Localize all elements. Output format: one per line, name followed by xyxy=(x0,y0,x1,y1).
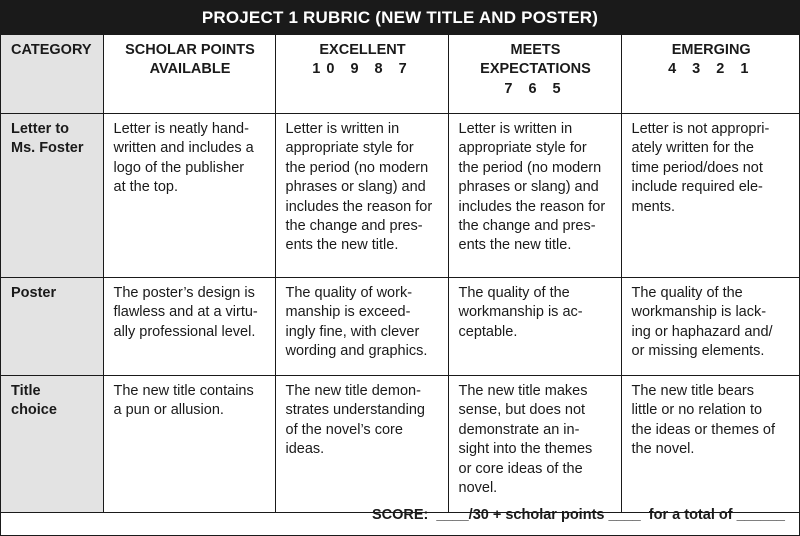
line: The new title makes xyxy=(458,383,588,399)
excellent-cell xyxy=(275,376,448,513)
line: include required ele- xyxy=(631,179,763,196)
line: The new title contains xyxy=(113,383,254,399)
line: choice xyxy=(11,402,57,419)
header-emerging-label: EMERGING xyxy=(671,42,751,58)
excellent-cell xyxy=(275,114,448,278)
line: ceptable. xyxy=(458,323,518,340)
line: logo of the publisher xyxy=(113,159,245,176)
line: a pun or allusion. xyxy=(113,402,224,419)
line: ing or haphazard and/ xyxy=(631,323,773,340)
table-row xyxy=(1,278,799,376)
line: time period/does not xyxy=(631,159,763,176)
header-meets-label: EXPECTATIONS xyxy=(480,61,591,78)
line: ately written for the xyxy=(631,140,754,157)
line: phrases or slang) and xyxy=(458,179,599,196)
line: includes the reason for xyxy=(458,198,606,215)
emerging-cell xyxy=(621,376,799,513)
line: Letter is not appropri- xyxy=(631,121,770,137)
line: the change and pres- xyxy=(285,218,423,235)
header-scholar-line: AVAILABLE xyxy=(149,61,231,78)
excellent-cell xyxy=(275,278,448,376)
header-category xyxy=(1,35,103,114)
line: The quality of work- xyxy=(285,285,413,301)
line: ments. xyxy=(631,198,676,215)
line: ents the new title. xyxy=(458,237,572,254)
emerging-cell xyxy=(621,278,799,376)
line: appropriate style for xyxy=(285,140,414,157)
line: at the top. xyxy=(113,179,178,196)
line: the change and pres- xyxy=(458,218,596,235)
line: ents the new title. xyxy=(285,237,399,254)
header-scholar xyxy=(103,35,275,114)
scholar-cell xyxy=(103,376,275,513)
line: the period (no modern xyxy=(458,159,602,176)
line: flawless and at a virtu- xyxy=(113,304,258,321)
scholar-cell xyxy=(103,114,275,278)
line: ally professional level. xyxy=(113,323,256,340)
header-excellent-label: EXCELLENT xyxy=(319,42,406,58)
line: The quality of the xyxy=(631,285,743,301)
header-scholar-line: SCHOLAR POINTS xyxy=(125,42,255,58)
line: The quality of the xyxy=(458,285,570,301)
score-line xyxy=(1,495,799,535)
line: phrases or slang) and xyxy=(285,179,426,196)
line: the period (no modern xyxy=(285,159,429,176)
meets-cell xyxy=(448,278,621,376)
line: appropriate style for xyxy=(458,140,587,157)
category-cell xyxy=(1,376,103,513)
table-row xyxy=(1,376,799,513)
line: ideas. xyxy=(285,441,325,458)
line: includes the reason for xyxy=(285,198,433,215)
line: The new title bears xyxy=(631,383,755,399)
rubric-title: PROJECT 1 RUBRIC (NEW TITLE AND POSTER) xyxy=(1,1,799,35)
line: strates understanding xyxy=(285,402,425,419)
line: Letter is written in xyxy=(285,121,400,137)
line: The new title demon- xyxy=(285,383,421,399)
meets-cell xyxy=(448,114,621,278)
line: workmanship is lack- xyxy=(631,304,767,321)
rubric-table xyxy=(1,35,799,513)
header-meets xyxy=(448,35,621,114)
table-row xyxy=(1,114,799,278)
line: Letter is neatly hand- xyxy=(113,121,249,137)
line: manship is exceed- xyxy=(285,304,411,321)
score-text: SCORE: ____/30 + scholar points ____ for a total of ______ xyxy=(371,507,785,523)
line: sight into the themes xyxy=(458,441,593,458)
line: little or no relation to xyxy=(631,402,763,419)
header-emerging xyxy=(621,35,799,114)
header-excellent-points: 10 9 8 7 xyxy=(312,61,413,78)
line: Title xyxy=(11,383,41,399)
line: wording and graphics. xyxy=(285,343,428,360)
meets-cell xyxy=(448,376,621,513)
line: workmanship is ac- xyxy=(458,304,583,321)
line: Letter to xyxy=(11,121,69,137)
line: or core ideas of the xyxy=(458,460,583,477)
header-excellent xyxy=(275,35,448,114)
scholar-cell xyxy=(103,278,275,376)
line: the novel. xyxy=(631,441,695,458)
line: novel. xyxy=(458,480,498,497)
emerging-cell xyxy=(621,114,799,278)
line: or missing elements. xyxy=(631,343,765,360)
line: written and includes a xyxy=(113,140,254,157)
line: Letter is written in xyxy=(458,121,573,137)
category-cell xyxy=(1,114,103,278)
line: sense, but does not xyxy=(458,402,586,419)
line: The poster’s design is xyxy=(113,285,255,301)
line: of the novel’s core xyxy=(285,421,403,438)
line: Poster xyxy=(11,285,57,301)
line: ingly fine, with clever xyxy=(285,323,420,340)
header-row xyxy=(1,35,799,114)
header-emerging-points: 4 3 2 1 xyxy=(668,61,755,78)
header-category-label: CATEGORY xyxy=(11,42,92,58)
line: Ms. Foster xyxy=(11,140,84,157)
header-meets-label: MEETS xyxy=(510,42,561,58)
line: demonstrate an in- xyxy=(458,421,580,438)
header-meets-points: 7 6 5 xyxy=(504,80,567,97)
category-cell xyxy=(1,278,103,376)
line: the ideas or themes of xyxy=(631,421,775,438)
